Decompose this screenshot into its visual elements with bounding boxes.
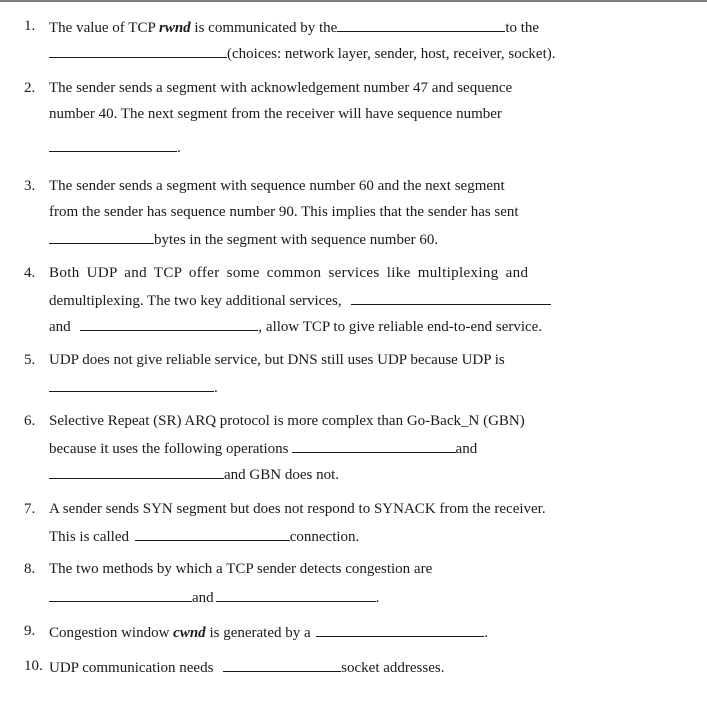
question-4-line-1: Both UDP and TCP offer some common services like multiplexing and: [49, 265, 529, 281]
question-6-line-1: Selective Repeat (SR) ARQ protocol is more complex than Go-Back_N (GBN): [49, 413, 525, 429]
question-5-line-2: .: [49, 377, 218, 397]
question-number: 6.: [24, 413, 36, 429]
cwnd-term: cwnd: [173, 625, 206, 641]
answer-blank[interactable]: [337, 17, 505, 32]
question-number: 9.: [24, 623, 36, 639]
question-8-line-1: The two methods by which a TCP sender detects congestion are: [49, 561, 433, 577]
question-number: 10.: [24, 658, 43, 674]
question-number: 5.: [24, 352, 36, 368]
answer-blank[interactable]: [223, 657, 341, 672]
question-2-line-3: .: [49, 137, 181, 157]
answer-blank[interactable]: [316, 622, 484, 637]
question-number: 3.: [24, 178, 36, 194]
answer-blank[interactable]: [49, 587, 192, 602]
question-number: 8.: [24, 561, 36, 577]
question-1-line-1: The value of TCP rwnd is communicated by the to the: [49, 17, 539, 37]
question-number: 7.: [24, 501, 36, 517]
question-3-line-1: The sender sends a segment with sequence number 60 and the next segment: [49, 178, 505, 194]
answer-blank[interactable]: [351, 290, 551, 305]
answer-blank[interactable]: [49, 137, 177, 152]
question-4-line-2: demultiplexing. The two key additional services,: [49, 290, 551, 310]
answer-blank[interactable]: [49, 464, 224, 479]
question-9-line-1: Congestion window cwnd is generated by a .: [49, 622, 488, 642]
question-number: 2.: [24, 80, 36, 96]
answer-blank[interactable]: [135, 526, 290, 541]
question-number: 4.: [24, 265, 36, 281]
question-7-line-2: This is called connection.: [49, 526, 359, 546]
top-border: [0, 0, 707, 2]
question-8-line-2: and .: [49, 587, 379, 607]
question-6-line-3: and GBN does not.: [49, 464, 339, 484]
answer-blank[interactable]: [49, 43, 227, 58]
rwnd-term: rwnd: [158, 20, 191, 36]
answer-blank[interactable]: [49, 229, 154, 244]
question-2-line-1: The sender sends a segment with acknowledgement number 47 and sequence: [49, 80, 513, 96]
answer-blank[interactable]: [49, 377, 214, 392]
question-4-line-3: and , allow TCP to give reliable end-to-end service.: [49, 316, 542, 336]
question-number: 1.: [24, 18, 36, 34]
question-6-line-2: because it uses the following operations and: [49, 438, 477, 458]
answer-blank[interactable]: [80, 316, 258, 331]
question-10-line-1: UDP communication needs socket addresses.: [49, 657, 444, 677]
question-2-line-2: number 40. The next segment from the receiver will have sequence number: [49, 106, 502, 122]
question-5-line-1: UDP does not give reliable service, but DNS still uses UDP because UDP is: [49, 352, 505, 368]
question-1-line-2: (choices: network layer, sender, host, receiver, socket).: [49, 43, 555, 63]
answer-blank[interactable]: [292, 438, 456, 453]
question-3-line-2: from the sender has sequence number 90. This implies that the sender has sent: [49, 204, 519, 220]
question-7-line-1: A sender sends SYN segment but does not respond to SYNACK from the receiver.: [49, 501, 546, 517]
answer-blank[interactable]: [216, 587, 376, 602]
question-3-line-3: bytes in the segment with sequence number 60.: [49, 229, 438, 249]
